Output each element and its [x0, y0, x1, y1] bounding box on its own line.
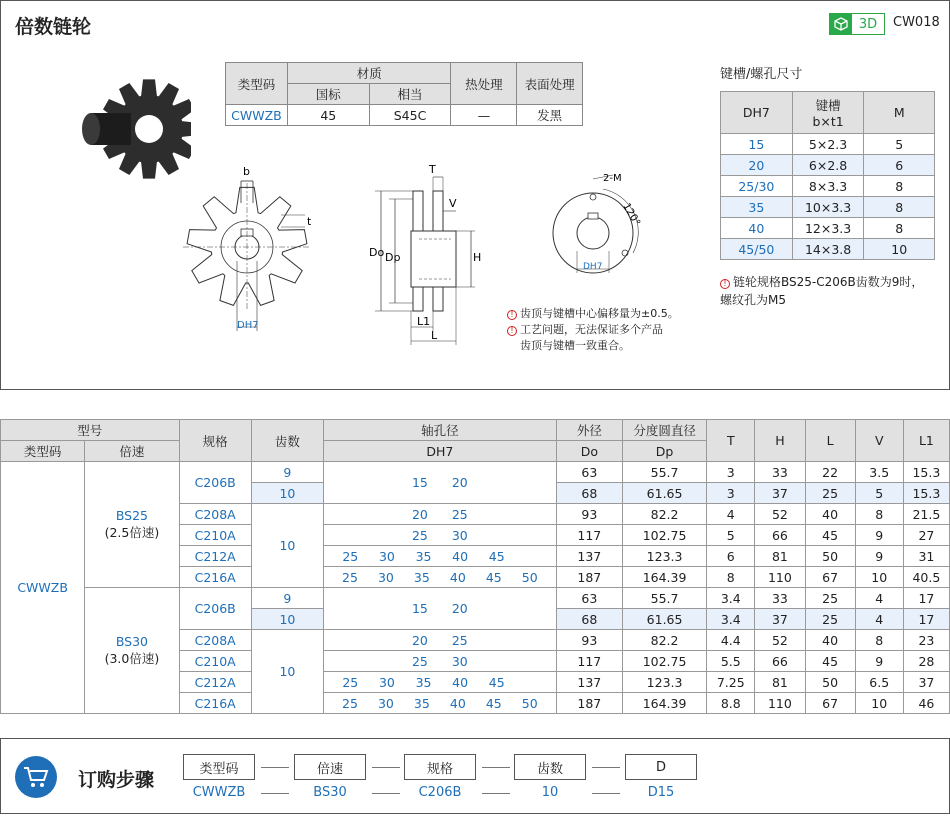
spec-teeth: 10 — [251, 483, 323, 504]
spec-H: 66 — [755, 525, 805, 546]
kw-row — [721, 218, 935, 239]
bore-value: 25 — [342, 569, 358, 585]
info-icon: ! — [507, 310, 517, 320]
hub-end-view — [541, 169, 651, 279]
kw-cell-bt: 12×3.3 — [792, 218, 864, 239]
bore-value: 40 — [452, 674, 469, 690]
sh-teeth: 齿数 — [251, 420, 323, 462]
spec-dp: 102.75 — [622, 525, 706, 546]
bore-value: 45 — [488, 548, 505, 564]
spec-dp: 61.65 — [622, 609, 706, 630]
spec-row — [1, 588, 950, 609]
kw-cell-bt: 14×3.8 — [792, 239, 864, 260]
spec-bores — [324, 672, 557, 693]
sh-spec: 规格 — [179, 420, 251, 462]
bore-value: 45 — [485, 695, 502, 711]
spec-L: 45 — [805, 651, 855, 672]
spec-od: 187 — [556, 567, 622, 588]
step-value-2: C206B — [418, 785, 462, 800]
kw-row — [721, 155, 935, 176]
sprocket-bore — [135, 115, 163, 143]
spec-L1: 15.3 — [903, 483, 949, 504]
label-v: V — [449, 197, 457, 210]
spec-H: 110 — [755, 693, 805, 714]
spec-dp: 123.3 — [622, 546, 706, 567]
spec-L: 25 — [805, 588, 855, 609]
step-box-1: 倍速 — [294, 754, 366, 780]
spec-T: 6 — [707, 546, 755, 567]
bore-value: 30 — [377, 695, 394, 711]
label-dh7: DH7 — [237, 320, 259, 331]
kw-cell-m: 6 — [864, 155, 935, 176]
spec-L: 40 — [805, 504, 855, 525]
kw-cell-d: 20 — [721, 155, 793, 176]
spec-L: 50 — [805, 546, 855, 567]
bore-value: 30 — [377, 569, 394, 585]
spec-T: 5 — [707, 525, 755, 546]
spec-T: 5.5 — [707, 651, 755, 672]
bore-value: 20 — [451, 475, 468, 490]
mat-h-heat: 热处理 — [451, 63, 517, 105]
spec-spec: C216A — [179, 567, 251, 588]
bore-value: 30 — [451, 527, 468, 543]
step-connector — [482, 767, 510, 768]
bore-value: 30 — [451, 653, 468, 669]
keyway-note: ! 链轮规格BS25-C206B齿数为9时， 螺纹孔为M5 — [720, 275, 924, 307]
kw-h-keyway: 键槽 b×t1 — [792, 92, 864, 134]
info-icon: ! — [507, 326, 517, 336]
kw-row — [721, 134, 935, 155]
spec-dp: 123.3 — [622, 672, 706, 693]
bore-value: 40 — [449, 569, 466, 585]
kw-row — [721, 176, 935, 197]
label-t: t — [307, 215, 311, 228]
label-dh7-hub: DH7 — [583, 262, 603, 272]
product-panel — [0, 0, 950, 390]
bore-value: 25 — [411, 527, 428, 543]
bore-value: 35 — [413, 695, 430, 711]
bore-value: 25 — [342, 695, 358, 711]
spec-table — [0, 419, 950, 714]
sh-L: L — [805, 420, 855, 462]
spec-T: 8 — [707, 567, 755, 588]
bore-value: 15 — [411, 601, 428, 616]
spec-od: 117 — [556, 651, 622, 672]
bore-value: 50 — [521, 569, 538, 585]
spec-spec: C212A — [179, 546, 251, 567]
bore-value: 40 — [449, 695, 466, 711]
spec-speed: BS25 (2.5倍速) — [85, 462, 179, 588]
spec-V: 4 — [855, 588, 903, 609]
drawing-notes — [507, 306, 679, 354]
spec-dp: 55.7 — [622, 462, 706, 483]
bore-value: 25 — [342, 548, 359, 564]
mat-equiv: S45C — [369, 105, 451, 126]
spec-H: 37 — [755, 483, 805, 504]
sh-type-code: 类型码 — [1, 441, 85, 462]
spec-spec: C216A — [179, 693, 251, 714]
bore-value: 15 — [411, 475, 428, 490]
kw-cell-m: 8 — [864, 197, 935, 218]
spec-L: 50 — [805, 672, 855, 693]
spec-L: 40 — [805, 630, 855, 651]
spec-bores — [324, 651, 557, 672]
kw-cell-bt: 6×2.8 — [792, 155, 864, 176]
kw-cell-d: 40 — [721, 218, 793, 239]
spec-od: 93 — [556, 504, 622, 525]
spec-H: 52 — [755, 504, 805, 525]
bore-value: 35 — [415, 548, 432, 564]
kw-cell-m: 10 — [864, 239, 935, 260]
label-b: b — [243, 165, 250, 178]
mat-national: 45 — [287, 105, 369, 126]
step-box-2: 规格 — [404, 754, 476, 780]
bore-value: 25 — [342, 674, 359, 690]
spec-H: 81 — [755, 672, 805, 693]
spec-L1: 17 — [903, 588, 949, 609]
spec-H: 33 — [755, 588, 805, 609]
spec-type-code: CWWZB — [1, 462, 85, 714]
spec-od: 137 — [556, 672, 622, 693]
mat-h-material: 材质 — [287, 63, 450, 84]
sh-pcd-sub: Dp — [622, 441, 706, 462]
step-value-4: D15 — [647, 785, 675, 800]
spec-L: 45 — [805, 525, 855, 546]
front-view-drawing — [181, 161, 311, 341]
spec-spec: C208A — [179, 504, 251, 525]
label-h: H — [473, 251, 482, 264]
spec-V: 9 — [855, 525, 903, 546]
spec-V: 9 — [855, 651, 903, 672]
spec-spec: C206B — [179, 588, 251, 630]
bore-value: 20 — [451, 601, 468, 616]
bore-value: 45 — [488, 674, 505, 690]
step-connector — [372, 793, 400, 794]
spec-H: 33 — [755, 462, 805, 483]
step-connector — [592, 793, 620, 794]
bore-value: 20 — [411, 506, 428, 522]
spec-bores — [324, 462, 557, 504]
spec-od: 68 — [556, 609, 622, 630]
kw-row — [721, 197, 935, 218]
sh-L1: L1 — [903, 420, 949, 462]
bore-value: 30 — [378, 674, 395, 690]
info-icon: ! — [720, 279, 730, 289]
step-box-0: 类型码 — [183, 754, 255, 780]
bore-value: 35 — [413, 569, 430, 585]
bore-value: 35 — [415, 674, 432, 690]
spec-od: 117 — [556, 525, 622, 546]
3d-button[interactable] — [829, 13, 885, 35]
spec-bores — [324, 504, 557, 525]
label-dp: Dp — [385, 251, 401, 264]
step-value-3: 10 — [541, 785, 559, 800]
spec-L1: 23 — [903, 630, 949, 651]
spec-V: 5 — [855, 483, 903, 504]
spec-dp: 82.2 — [622, 504, 706, 525]
sprocket-photo — [61, 71, 191, 191]
mat-h-surface: 表面处理 — [517, 63, 583, 105]
spec-H: 52 — [755, 630, 805, 651]
mat-heat: — — [451, 105, 517, 126]
sh-V: V — [855, 420, 903, 462]
page-title: 倍数链轮 — [15, 16, 92, 38]
kw-h-dh7: DH7 — [721, 92, 793, 134]
spec-od: 63 — [556, 462, 622, 483]
kw-cell-bt: 8×3.3 — [792, 176, 864, 197]
mat-h-type: 类型码 — [226, 63, 288, 105]
spec-V: 3.5 — [855, 462, 903, 483]
spec-teeth: 10 — [251, 504, 323, 588]
sh-H: H — [755, 420, 805, 462]
spec-teeth: 10 — [251, 609, 323, 630]
spec-L1: 27 — [903, 525, 949, 546]
spec-spec: C210A — [179, 651, 251, 672]
spec-L1: 28 — [903, 651, 949, 672]
spec-H: 37 — [755, 609, 805, 630]
label-angle: 120° — [620, 201, 642, 228]
step-connector — [372, 767, 400, 768]
spec-H: 81 — [755, 546, 805, 567]
bore-value: 40 — [452, 548, 469, 564]
label-do: Do — [369, 246, 385, 259]
3d-label: 3D — [858, 16, 878, 32]
spec-L: 25 — [805, 609, 855, 630]
spec-bores — [324, 588, 557, 630]
side-view-drawing — [361, 161, 511, 351]
spec-V: 10 — [855, 693, 903, 714]
spec-dp: 164.39 — [622, 693, 706, 714]
step-connector — [261, 793, 289, 794]
spec-V: 6.5 — [855, 672, 903, 693]
spec-H: 110 — [755, 567, 805, 588]
sh-od: 外径 — [556, 420, 622, 441]
bore-value: 45 — [485, 569, 502, 585]
spec-od: 187 — [556, 693, 622, 714]
bore-value: 25 — [451, 506, 468, 522]
kw-row — [721, 239, 935, 260]
spec-spec: C210A — [179, 525, 251, 546]
spec-spec: C212A — [179, 672, 251, 693]
spec-T: 3.4 — [707, 609, 755, 630]
spec-T: 3 — [707, 483, 755, 504]
spec-T: 4.4 — [707, 630, 755, 651]
spec-V: 4 — [855, 609, 903, 630]
spec-L1: 17 — [903, 609, 949, 630]
spec-speed: BS30 (3.0倍速) — [85, 588, 179, 714]
spec-L: 22 — [805, 462, 855, 483]
label-2m: 2-M — [603, 173, 622, 184]
label-T: T — [429, 163, 436, 176]
keyway-caption: 键槽/螺孔尺寸 — [720, 67, 803, 82]
sh-bore-sub: DH7 — [324, 441, 557, 462]
kw-cell-m: 8 — [864, 176, 935, 197]
spec-teeth: 10 — [251, 630, 323, 714]
spec-od: 93 — [556, 630, 622, 651]
bore-value: 20 — [411, 632, 428, 648]
spec-dp: 61.65 — [622, 483, 706, 504]
spec-L1: 15.3 — [903, 462, 949, 483]
product-code: CW018 — [893, 15, 940, 30]
note-offset: ! 齿顶与键槽中心偏移量为±0.5。 — [507, 306, 679, 322]
step-box-3: 齿数 — [514, 754, 586, 780]
spec-L1: 40.5 — [903, 567, 949, 588]
spec-T: 8.8 — [707, 693, 755, 714]
kw-cell-d: 15 — [721, 134, 793, 155]
step-connector — [261, 767, 289, 768]
spec-T: 3 — [707, 462, 755, 483]
kw-cell-d: 45/50 — [721, 239, 793, 260]
spec-L: 67 — [805, 693, 855, 714]
spec-V: 8 — [855, 630, 903, 651]
spec-od: 137 — [556, 546, 622, 567]
kw-cell-bt: 10×3.3 — [792, 197, 864, 218]
spec-bores — [324, 567, 557, 588]
bore-value: 25 — [451, 632, 468, 648]
spec-dp: 164.39 — [622, 567, 706, 588]
spec-bores — [324, 525, 557, 546]
spec-L: 67 — [805, 567, 855, 588]
sh-model: 型号 — [1, 420, 180, 441]
mat-h-national: 国标 — [287, 84, 369, 105]
bore-value: 25 — [411, 653, 428, 669]
spec-V: 8 — [855, 504, 903, 525]
spec-T: 4 — [707, 504, 755, 525]
step-connector — [592, 767, 620, 768]
mat-type-code: CWWZB — [226, 105, 288, 126]
spec-teeth: 9 — [251, 588, 323, 609]
spec-L1: 21.5 — [903, 504, 949, 525]
keyway-table — [720, 91, 935, 260]
spec-spec: C206B — [179, 462, 251, 504]
spec-L1: 31 — [903, 546, 949, 567]
sh-pcd: 分度圆直径 — [622, 420, 706, 441]
step-box-4: D — [625, 754, 697, 780]
spec-spec: C208A — [179, 630, 251, 651]
kw-cell-d: 35 — [721, 197, 793, 218]
kw-cell-d: 25/30 — [721, 176, 793, 197]
bore-value: 50 — [521, 695, 538, 711]
spec-L1: 46 — [903, 693, 949, 714]
spec-V: 9 — [855, 546, 903, 567]
label-L: L — [431, 329, 438, 342]
cube-icon — [830, 14, 852, 34]
step-connector — [482, 793, 510, 794]
spec-bores — [324, 693, 557, 714]
mat-h-equiv: 相当 — [369, 84, 451, 105]
cart-icon — [15, 756, 57, 798]
note-process-2: 齿顶与键槽一致重合。 — [520, 339, 630, 352]
kw-cell-m: 8 — [864, 218, 935, 239]
spec-bores — [324, 546, 557, 567]
spec-dp: 82.2 — [622, 630, 706, 651]
sh-T: T — [707, 420, 755, 462]
spec-L1: 37 — [903, 672, 949, 693]
sh-speed: 倍速 — [85, 441, 179, 462]
material-table — [225, 62, 583, 126]
spec-H: 66 — [755, 651, 805, 672]
sh-bore: 轴孔径 — [324, 420, 557, 441]
order-title: 订购步骤 — [78, 769, 155, 791]
spec-dp: 102.75 — [622, 651, 706, 672]
spec-od: 63 — [556, 588, 622, 609]
spec-dp: 55.7 — [622, 588, 706, 609]
step-value-0: CWWZB — [192, 785, 246, 800]
spec-T: 7.25 — [707, 672, 755, 693]
spec-od: 68 — [556, 483, 622, 504]
kw-cell-m: 5 — [864, 134, 935, 155]
kw-h-m: M — [864, 92, 935, 134]
note-process: ! 工艺问题，无法保证多个产品 — [507, 322, 679, 338]
bore-value: 30 — [378, 548, 395, 564]
label-L1: L1 — [417, 315, 431, 328]
spec-bores — [324, 630, 557, 651]
spec-row — [1, 462, 950, 483]
kw-cell-bt: 5×2.3 — [792, 134, 864, 155]
mat-surface: 发黑 — [517, 105, 583, 126]
spec-T: 3.4 — [707, 588, 755, 609]
spec-teeth: 9 — [251, 462, 323, 483]
spec-V: 10 — [855, 567, 903, 588]
sh-od-sub: Do — [556, 441, 622, 462]
spec-L: 25 — [805, 483, 855, 504]
step-value-1: BS30 — [313, 785, 347, 800]
order-steps — [0, 738, 950, 814]
